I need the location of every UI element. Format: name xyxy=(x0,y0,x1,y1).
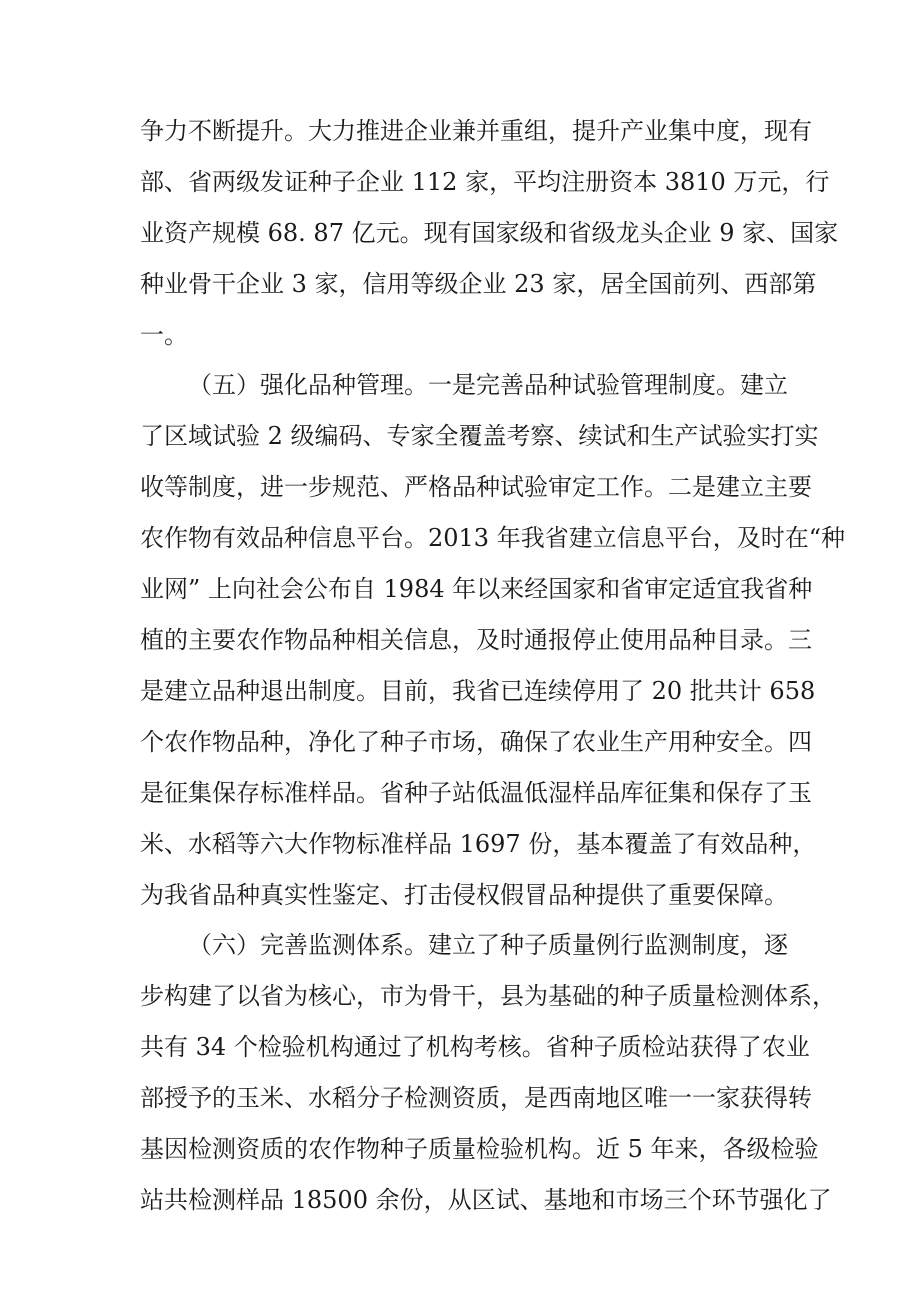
text-line: 是建立品种退出制度。目前，我省已连续停用了 20 批共计 658 xyxy=(140,677,816,705)
text-line: 了区域试验 2 级编码、专家全覆盖考察、续试和生产试验实打实 xyxy=(140,422,819,450)
text-line: 业网” 上向社会公布自 1984 年以来经国家和省审定适宜我省种 xyxy=(140,575,813,603)
text-line: 共有 34 个检验机构通过了机构考核。省种子质检站获得了农业 xyxy=(140,1033,810,1061)
text-line: 为我省品种真实性鉴定、打击侵权假冒品种提供了重要保障。 xyxy=(140,881,788,909)
text-line: 农作物有效品种信息平台。2013 年我省建立信息平台，及时在“种 xyxy=(140,524,845,552)
text-line: 部授予的玉米、水稻分子检测资质，是西南地区唯一一家获得转 xyxy=(140,1084,812,1112)
text-line: 部、省两级发证种子企业 112 家，平均注册资本 3810 万元，行 xyxy=(140,168,830,196)
text-line: 业资产规模 68. 87 亿元。现有国家级和省级龙头企业 9 家、国家 xyxy=(140,219,839,247)
text-line: 收等制度，进一步规范、严格品种试验审定工作。二是建立主要 xyxy=(140,473,812,501)
text-line: 个农作物品种，净化了种子市场，确保了农业生产用种安全。四 xyxy=(140,728,812,756)
text-line: 种业骨干企业 3 家，信用等级企业 23 家，居全国前列、西部第 xyxy=(140,270,817,298)
text-line: 米、水稻等六大作物标准样品 1697 份，基本覆盖了有效品种， xyxy=(140,830,817,858)
text-line: 步构建了以省为核心，市为骨干，县为基础的种子质量检测体系， xyxy=(140,982,836,1010)
text-line: 植的主要农作物品种相关信息，及时通报停止使用品种目录。三 xyxy=(140,626,812,654)
text-line: 争力不断提升。大力推进企业兼并重组，提升产业集中度，现有 xyxy=(140,117,812,145)
text-line: 基因检测资质的农作物种子质量检验机构。近 5 年来，各级检验 xyxy=(140,1135,819,1163)
text-line: 站共检测样品 18500 余份，从区试、基地和市场三个环节强化了 xyxy=(140,1186,832,1214)
paragraph-heading-line: （五）强化品种管理。一是完善品种试验管理制度。建立 xyxy=(188,371,788,399)
text-line: 一。 xyxy=(140,321,188,349)
paragraph-heading-line: （六）完善监测体系。建立了种子质量例行监测制度，逐 xyxy=(188,931,788,959)
text-line: 是征集保存标准样品。省种子站低温低湿样品库征集和保存了玉 xyxy=(140,779,812,807)
